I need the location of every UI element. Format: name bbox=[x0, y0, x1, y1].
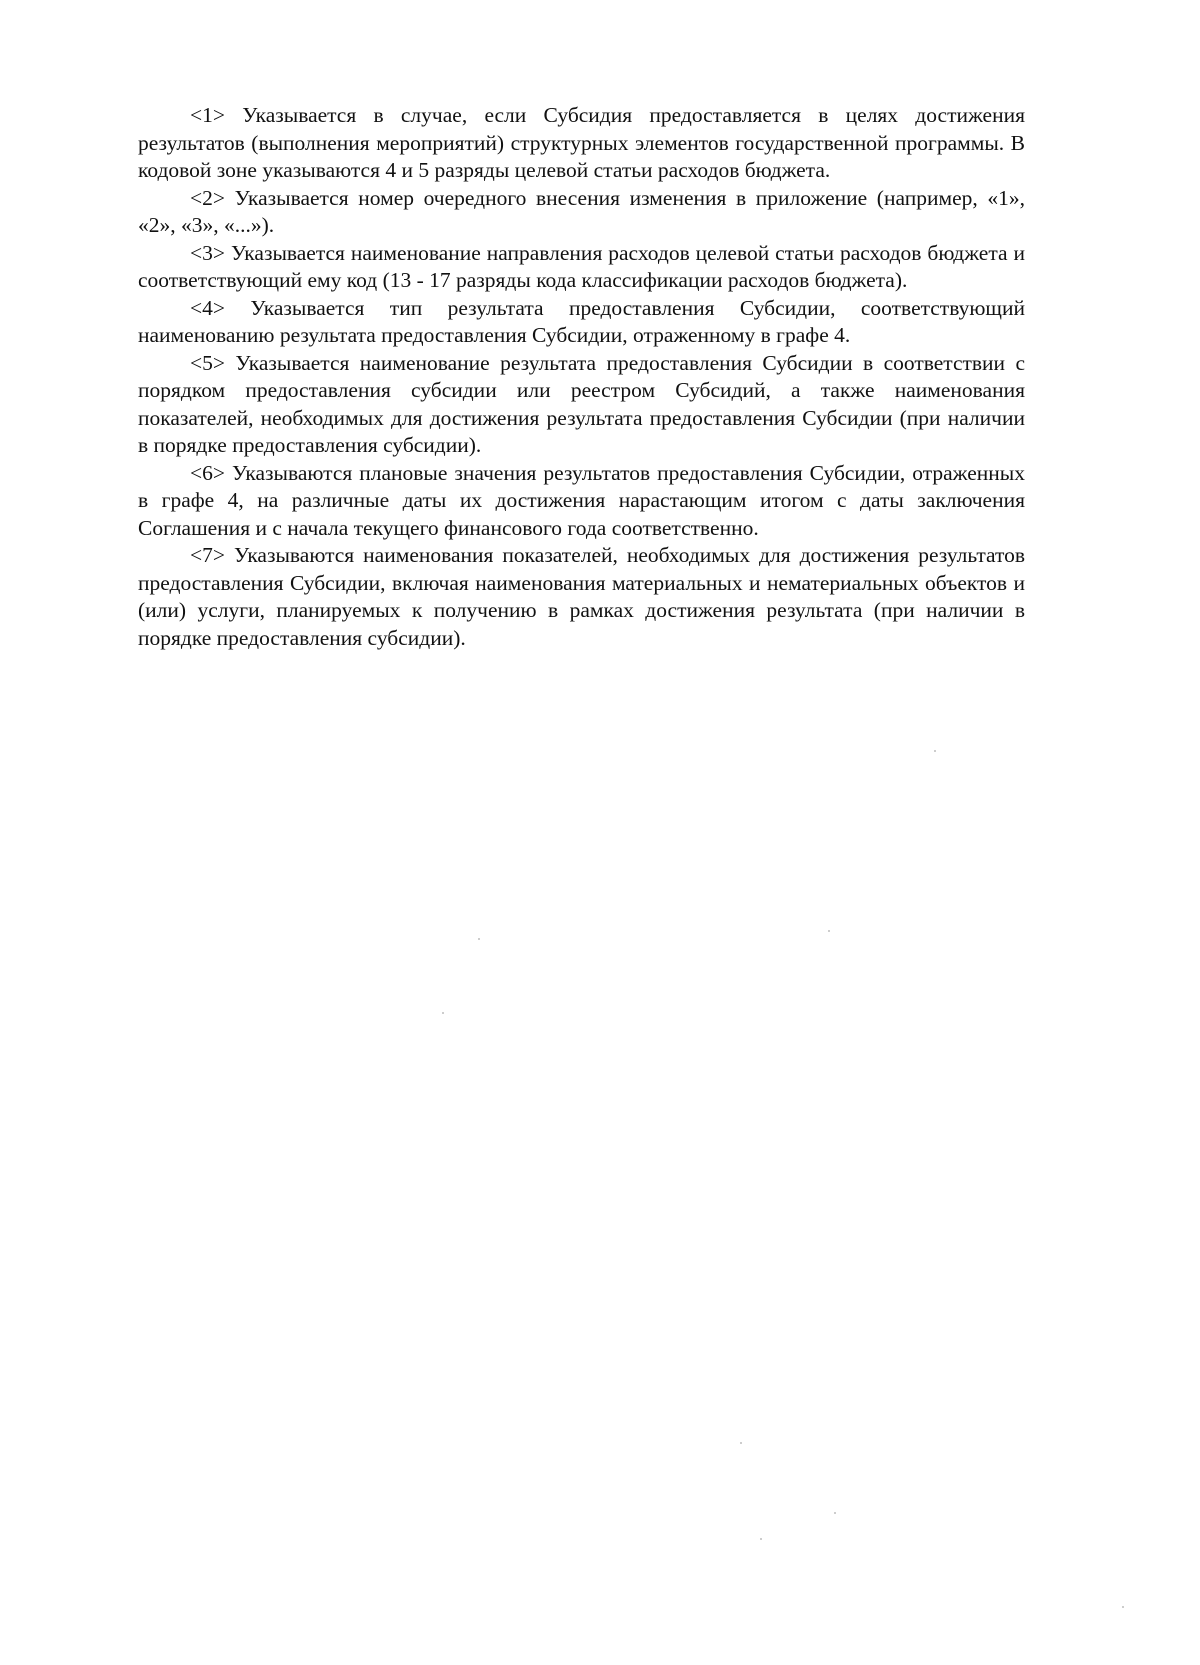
footnote-5 bbox=[138, 350, 1025, 460]
footnote-text: Указывается наименование результата предоставления Субсидии в соответствии с порядком предоставления субсидии или реестром Субсидий, а также наименования показателей, необходимых для достижения результата предоставления Субсидии (при наличии в порядке предоставления субсидии). bbox=[138, 350, 1025, 457]
footnote-marker: <5> bbox=[190, 350, 226, 375]
footnote-7 bbox=[138, 542, 1025, 652]
footnote-2 bbox=[138, 185, 1025, 240]
scan-speck bbox=[834, 1512, 836, 1514]
footnote-3 bbox=[138, 240, 1025, 295]
scan-speck bbox=[934, 750, 936, 752]
footnote-1 bbox=[138, 102, 1025, 185]
footnote-marker: <4> bbox=[190, 295, 226, 320]
scan-speck bbox=[760, 1538, 762, 1540]
footnote-4 bbox=[138, 295, 1025, 350]
footnote-text: Указываются плановые значения результатов предоставления Субсидии, отраженных в графе 4, на различные даты их достижения нарастающим итогом с даты заключения Соглашения и с начала текущего финансового года соответственно. bbox=[138, 460, 1026, 540]
scan-speck bbox=[828, 930, 830, 932]
scan-speck bbox=[1122, 1606, 1124, 1608]
scan-speck bbox=[740, 1442, 742, 1444]
footnote-marker: <7> bbox=[190, 543, 226, 567]
footnote-text: Указывается наименование направления расходов целевой статьи расходов бюджета и соответствующий ему код (13 - 17 разряды кода классификации расходов бюджета). bbox=[138, 240, 1025, 292]
footnote-6 bbox=[138, 460, 1025, 543]
scan-speck bbox=[442, 1012, 444, 1014]
footnote-text: Указывается в случае, если Субсидия предоставляется в целях достижения результатов (выполнения мероприятий) структурных элементов государственной программы. В кодовой зоне указываются 4 и 5 разряды целевой статьи расходов бюджета. bbox=[138, 103, 1025, 182]
footnote-marker: <1> bbox=[190, 103, 226, 127]
scan-speck bbox=[478, 938, 480, 940]
footnote-marker: <2> bbox=[190, 185, 226, 210]
footnote-marker: <3> bbox=[190, 240, 226, 265]
footnote-text: Указываются наименования показателей, необходимых для достижения результатов предоставления Субсидии, включая наименования материальных и нематериальных объектов и (или) услуги, планируемых к получению в рамках достижения результата (при наличии в порядке предоставления субсидии). bbox=[138, 543, 1025, 650]
footnote-marker: <6> bbox=[190, 460, 226, 485]
footnotes-block bbox=[138, 102, 1025, 652]
footnote-text: Указывается номер очередного внесения изменения в приложение (например, «1», «2», «3», «...»). bbox=[138, 185, 1025, 237]
footnote-text: Указывается тип результата предоставления Субсидии, соответствующий наименованию результата предоставления Субсидии, отраженному в графе 4. bbox=[138, 295, 1025, 347]
